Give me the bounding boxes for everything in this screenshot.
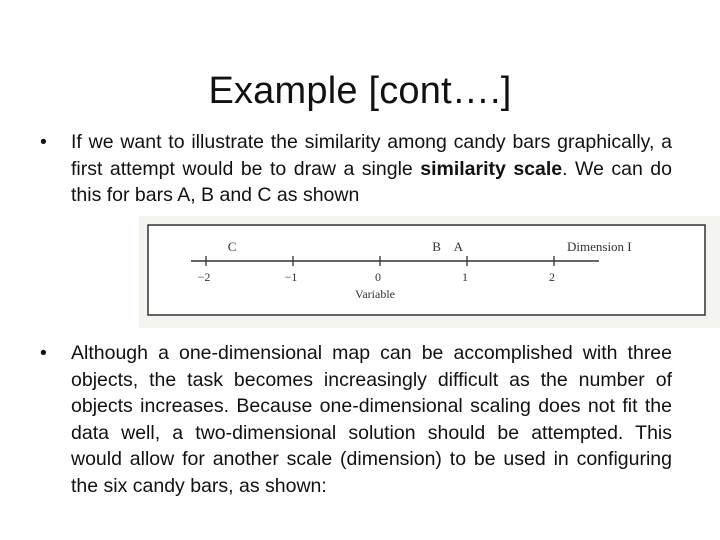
bullet-marker: • [40, 131, 47, 153]
bullet-item-two-dimensional [40, 340, 672, 499]
scale-point-label: B [432, 239, 441, 254]
bullet-item-similarity-scale [40, 129, 672, 209]
dimension-label: Dimension I [567, 239, 632, 254]
bullet-marker: • [40, 342, 47, 364]
scale-tick-label: −1 [284, 270, 298, 284]
slide-title: Example [cont….] [208, 70, 512, 112]
similarity-scale-figure [139, 216, 720, 328]
scale-point-label: C [227, 239, 237, 254]
scale-tick-label: 1 [462, 270, 468, 284]
bold-term-similarity-scale: similarity scale [420, 157, 563, 180]
scale-tick-label: 0 [375, 270, 381, 284]
scale-tick-label: 2 [549, 270, 555, 284]
similarity-scale-svg [139, 216, 720, 328]
scale-tick-label: −2 [197, 270, 211, 284]
bullet-text: Although a one-dimensional map can be accomplished with three objects, the task becomes increasingly difficult as the number of objects increases. Because one-dimensional scaling does not fit the data well, a two-dimensional solution should be attempted. This would allow for another scale (dimension) to be used in configuring the six candy bars, as shown: [71, 342, 672, 497]
bullet-text [71, 129, 672, 209]
bullet-text-part: If we want to illustrate the similarity among candy bars graphically, a first attempt would be to draw a single [71, 131, 672, 180]
axis-title: Variable [355, 287, 395, 301]
scale-point-label: A [453, 239, 463, 254]
bullet-text-part: . We can do this for bars A, B and C as shown [71, 157, 672, 206]
